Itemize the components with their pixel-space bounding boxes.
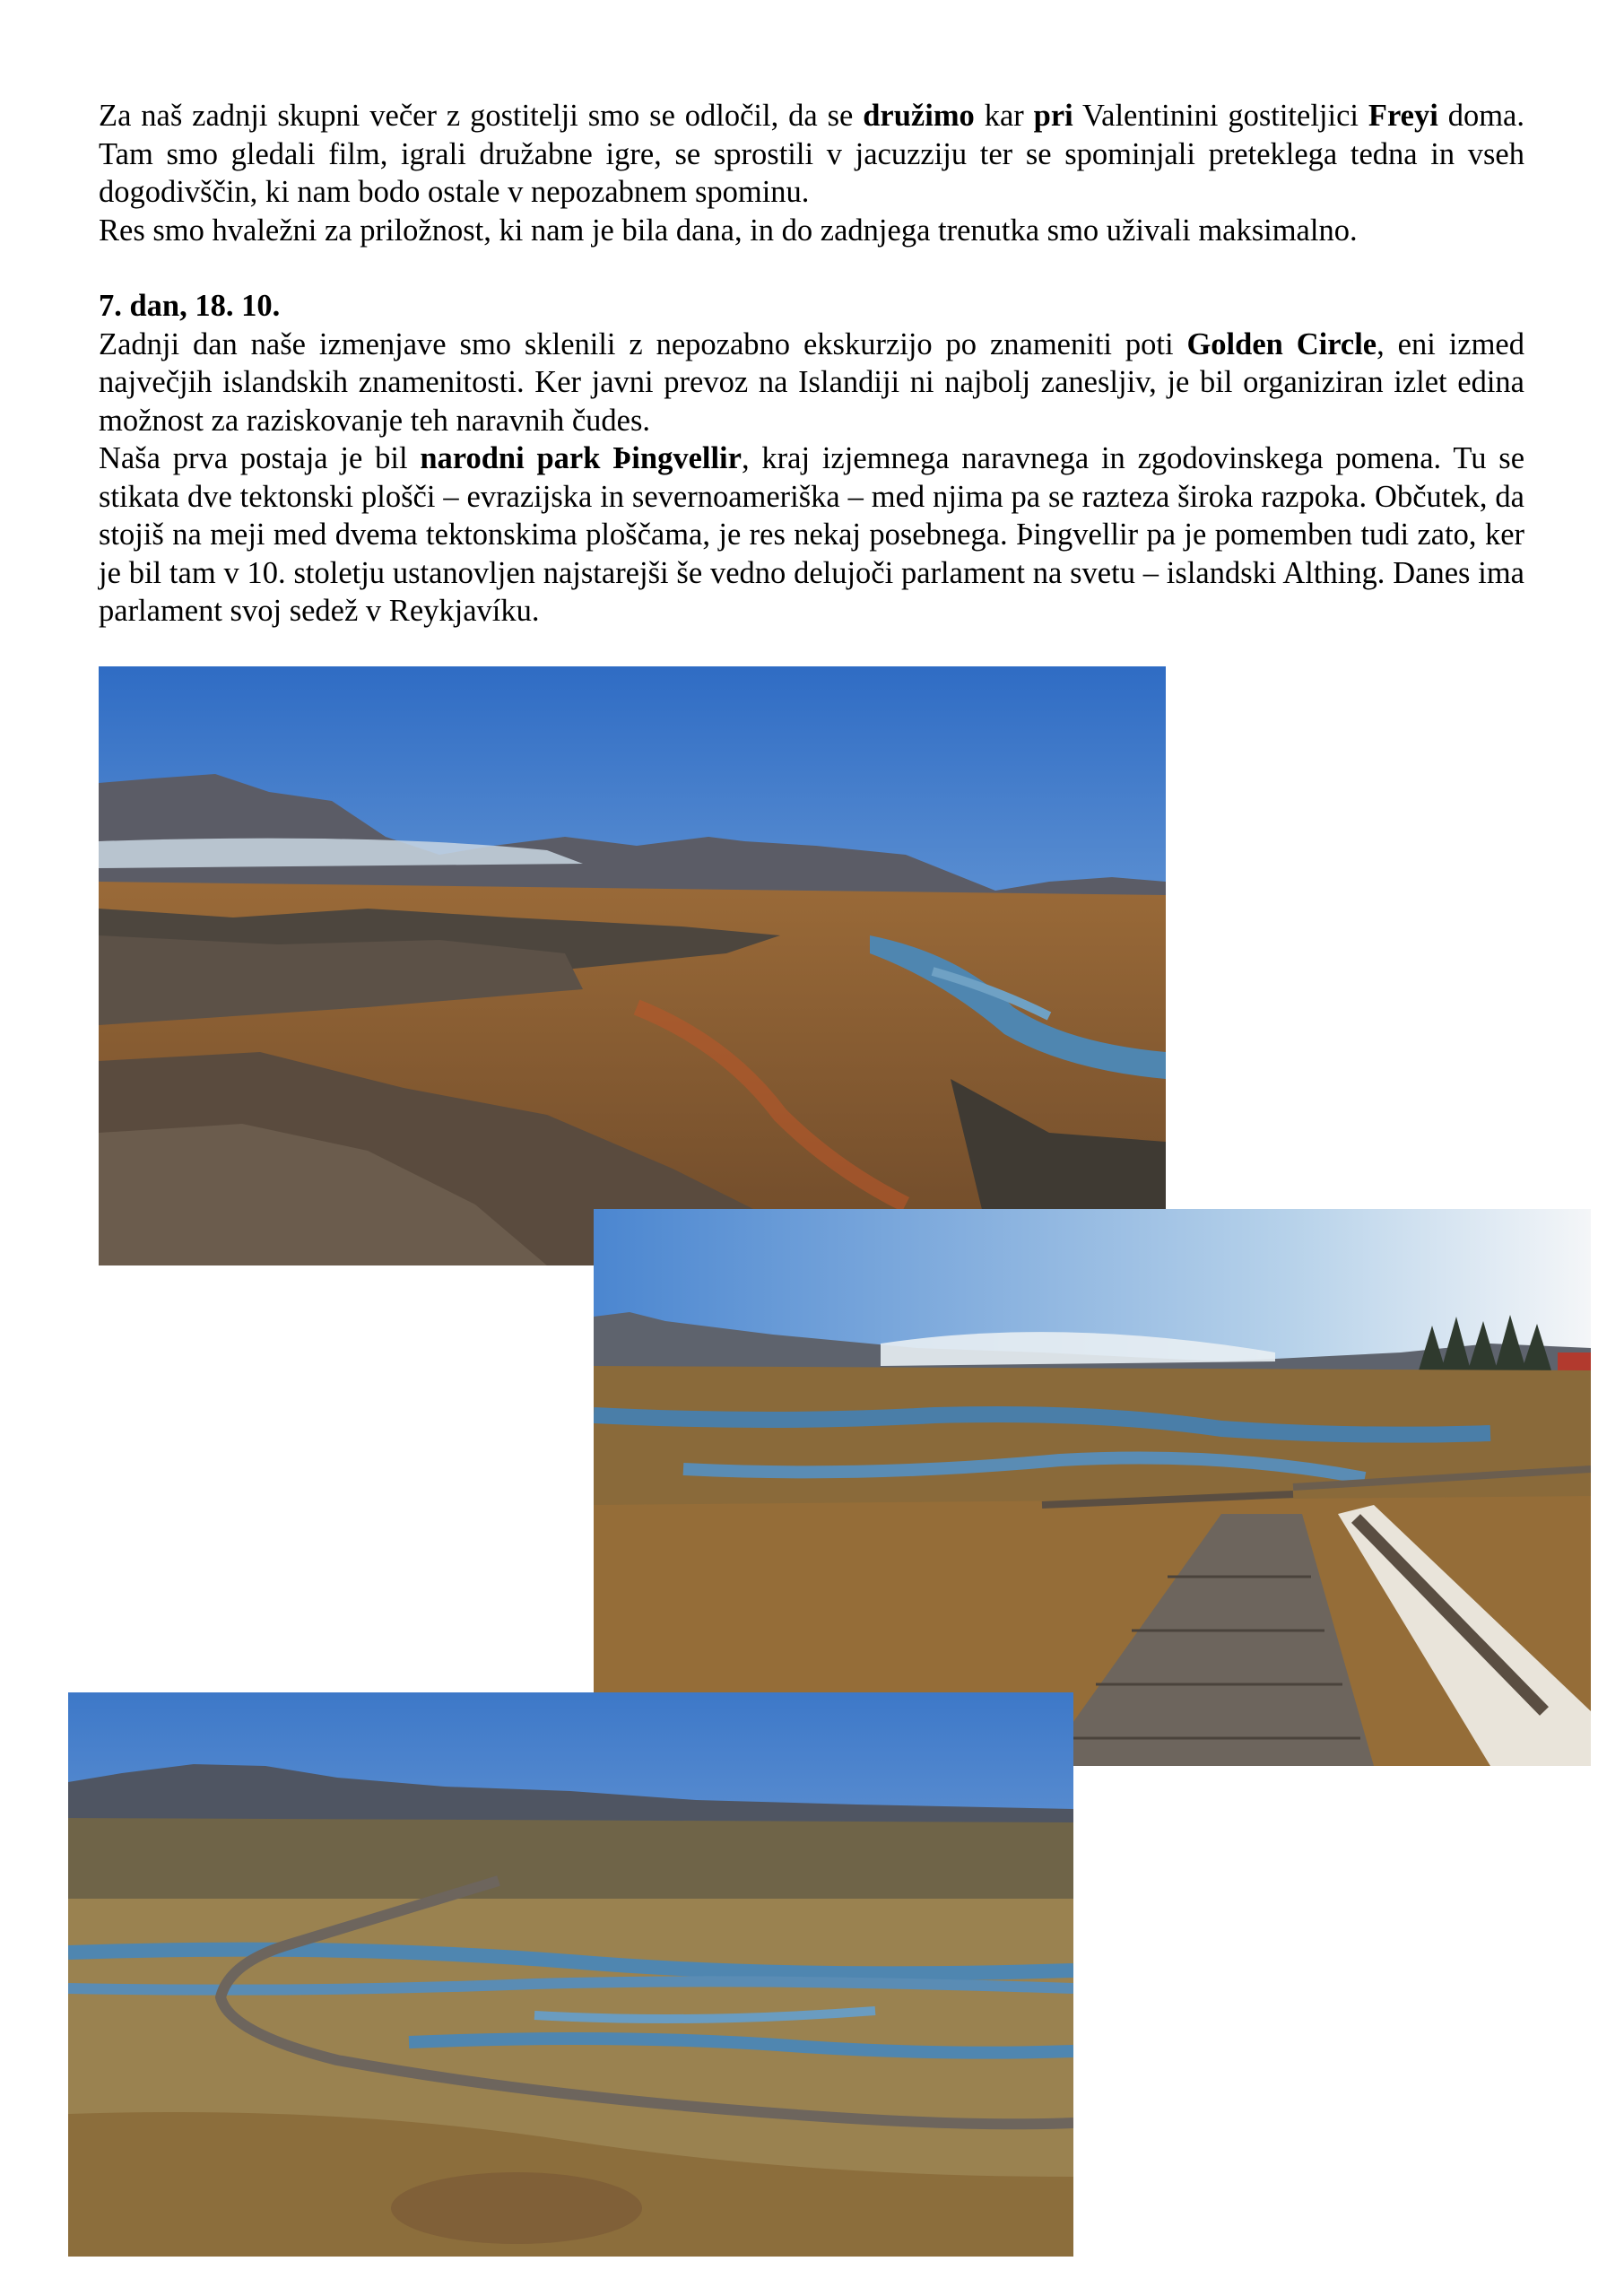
day-heading xyxy=(99,287,1524,326)
landscape-image xyxy=(68,1692,1073,2257)
photo-rift-valley xyxy=(99,666,1166,1265)
text-run: , eni izmed največjih islandskih znamenitosti. Ker javni prevoz na Islandiji ni najbolj zanesljiv, je bil organiziran izlet edina možnost za raziskovanje teh naravnih čudes. xyxy=(99,326,1524,438)
text-run: Naša prva postaja je bil xyxy=(99,441,421,475)
photo-boardwalk xyxy=(594,1209,1591,1766)
text-run: Za naš zadnji skupni večer z gostitelji smo se odločil, da se xyxy=(99,99,864,133)
text-run: Zadnji dan naše izmenjave smo sklenili z nepozabno ekskurzijo po znameniti poti xyxy=(99,326,1187,361)
article-text xyxy=(99,97,1524,631)
bold-text: narodni park Þingvellir xyxy=(420,441,742,475)
bold-text: družimo xyxy=(863,99,975,133)
paragraph-gratitude: Res smo hvaležni za priložnost, ki nam je bila dana, in do zadnjega trenutka smo uživali maksimalno. xyxy=(99,213,1358,248)
landscape-image xyxy=(594,1209,1591,1766)
text-run: Valentinini gostiteljici xyxy=(1073,99,1368,133)
bold-text: pri xyxy=(1033,99,1073,133)
bold-text: Freyi xyxy=(1368,99,1438,133)
paragraph-evening xyxy=(99,97,1524,212)
paragraph-thingvellir xyxy=(99,439,1524,631)
day-heading-text: 7. dan, 18. 10. xyxy=(99,289,281,323)
text-run: , kraj izjemnega naravnega in zgodovinskega pomena. Tu se stikata dve tektonski plošči – evrazijska in severnoameriška – med njima pa se razteza široka razpoka. Občutek, da stojiš na meji med dvema tektonskima ploščama, je res nekaj posebnega. Þingvellir pa je pomemben tudi zato, ker je bil tam v 10. stoletju ustanovljen najstarejši še vedno delujoči parlament na svetu – islandski Althing. Danes ima parlament svoj sedež v Reykjavíku. xyxy=(99,441,1525,628)
photo-plain-boardwalk xyxy=(68,1692,1073,2257)
text-run: kar xyxy=(974,99,1034,133)
text-run: doma. Tam smo gledali film, igrali družabne igre, se sprostili v jacuzziju ter se spominjali preteklega tedna in vseh dogodivščin, ki nam bodo ostale v nepozabnem spominu. xyxy=(99,99,1524,209)
paragraph-golden-circle xyxy=(99,326,1524,440)
bold-text: Golden Circle xyxy=(1186,326,1377,361)
landscape-image xyxy=(99,666,1166,1265)
